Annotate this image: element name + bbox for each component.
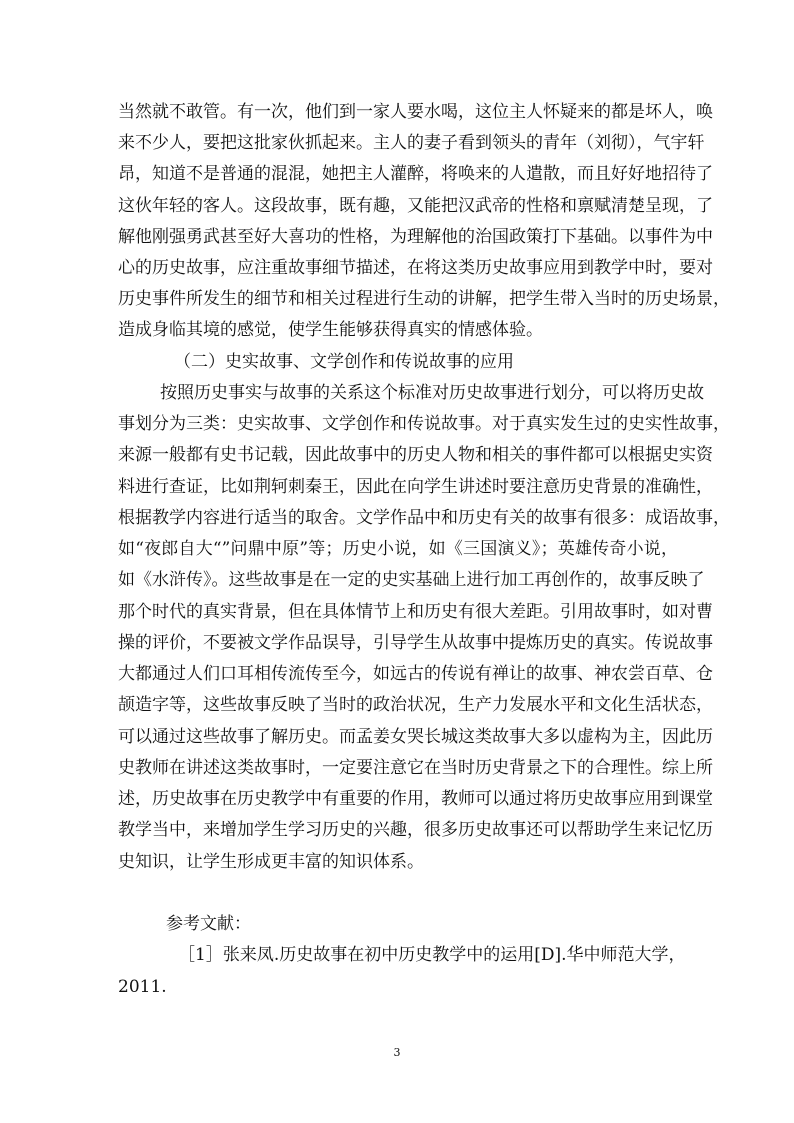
paragraph-line: 史知识，让学生形成更丰富的知识体系。 [118,852,424,872]
paragraph-line: 历史事件所发生的细节和相关过程进行生动的讲解，把学生带入当时的历史场景， [118,289,730,309]
paragraph-line: 教学当中，来增加学生学习历史的兴趣，很多历史故事还可以帮助学生来记忆历 [118,820,713,840]
paragraph-line: 史教师在讲述这类故事时，一定要注意它在当时历史背景之下的合理性。综上所 [118,758,713,778]
paragraph-line: 操的评价，不要被文学作品误导，引导学生从故事中提炼历史的真实。传说故事 [118,633,713,653]
paragraph-line: 这伙年轻的客人。这段故事，既有趣，又能把汉武帝的性格和禀赋清楚呈现，了 [118,196,713,216]
paragraph-line: 述，历史故事在历史教学中有重要的作用，教师可以通过将历史故事应用到课堂 [118,789,713,809]
paragraph-line: 料进行查证，比如荆轲刺秦王，因此在向学生讲述时要注意历史背景的准确性， [118,477,713,497]
reference-item-continuation: 2011. [118,977,167,997]
paragraph-line: 解他刚强勇武甚至好大喜功的性格，为理解他的治国政策打下基础。以事件为中 [118,227,713,247]
paragraph-line: 昂，知道不是普通的混混，她把主人灌醉，将唤来的人遣散，而且好好地招待了 [118,164,713,184]
paragraph-line: 大都通过人们口耳相传流传至今，如远古的传说有禅让的故事、神农尝百草、仓 [118,664,713,684]
paragraph-line: 可以通过这些故事了解历史。而孟姜女哭长城这类故事大多以虚构为主，因此历 [118,727,713,747]
paragraph-line: 来不少人，要把这批家伙抓起来。主人的妻子看到领头的青年（刘彻），气宇轩 [118,133,705,153]
paragraph-line: 颉造字等，这些故事反映了当时的政治状况，生产力发展水平和文化生活状态， [118,695,713,715]
page-number: 3 [393,1046,401,1059]
reference-item: ［1］张来凤.历史故事在初中历史教学中的运用[D].华中师范大学， [178,945,686,965]
references-heading: 参考文献： [166,914,251,934]
paragraph-line: 如《水浒传》。这些故事是在一定的史实基础上进行加工再创作的，故事反映了 [118,570,705,590]
paragraph-line: 那个时代的真实背景，但在具体情节上和历史有很大差距。引用故事时，如对曹 [118,602,713,622]
paragraph-line: 事划分为三类：史实故事、文学创作和传说故事。对于真实发生过的史实性故事， [118,414,730,434]
section-heading: （二）史实故事、文学创作和传说故事的应用 [174,352,514,372]
paragraph-line: 当然就不敢管。有一次，他们到一家人要水喝，这位主人怀疑来的都是坏人，唤 [118,102,713,122]
paragraph-line: 心的历史故事，应注重故事细节描述，在将这类历史故事应用到教学中时，要对 [118,258,713,278]
paragraph-line: 如“夜郎自大“”问鼎中原”等；历史小说，如《三国演义》；英雄传奇小说， [118,539,678,559]
paragraph-line: 造成身临其境的感觉，使学生能够获得真实的情感体验。 [118,320,543,340]
paragraph-first-line: 按照历史事实与故事的关系这个标准对历史故事进行划分，可以将历史故 [160,383,704,403]
paragraph-line: 来源一般都有史书记载，因此故事中的历史人物和相关的事件都可以根据史实资 [118,445,713,465]
paragraph-line: 根据教学内容进行适当的取舍。文学作品中和历史有关的故事有很多：成语故事， [118,508,730,528]
